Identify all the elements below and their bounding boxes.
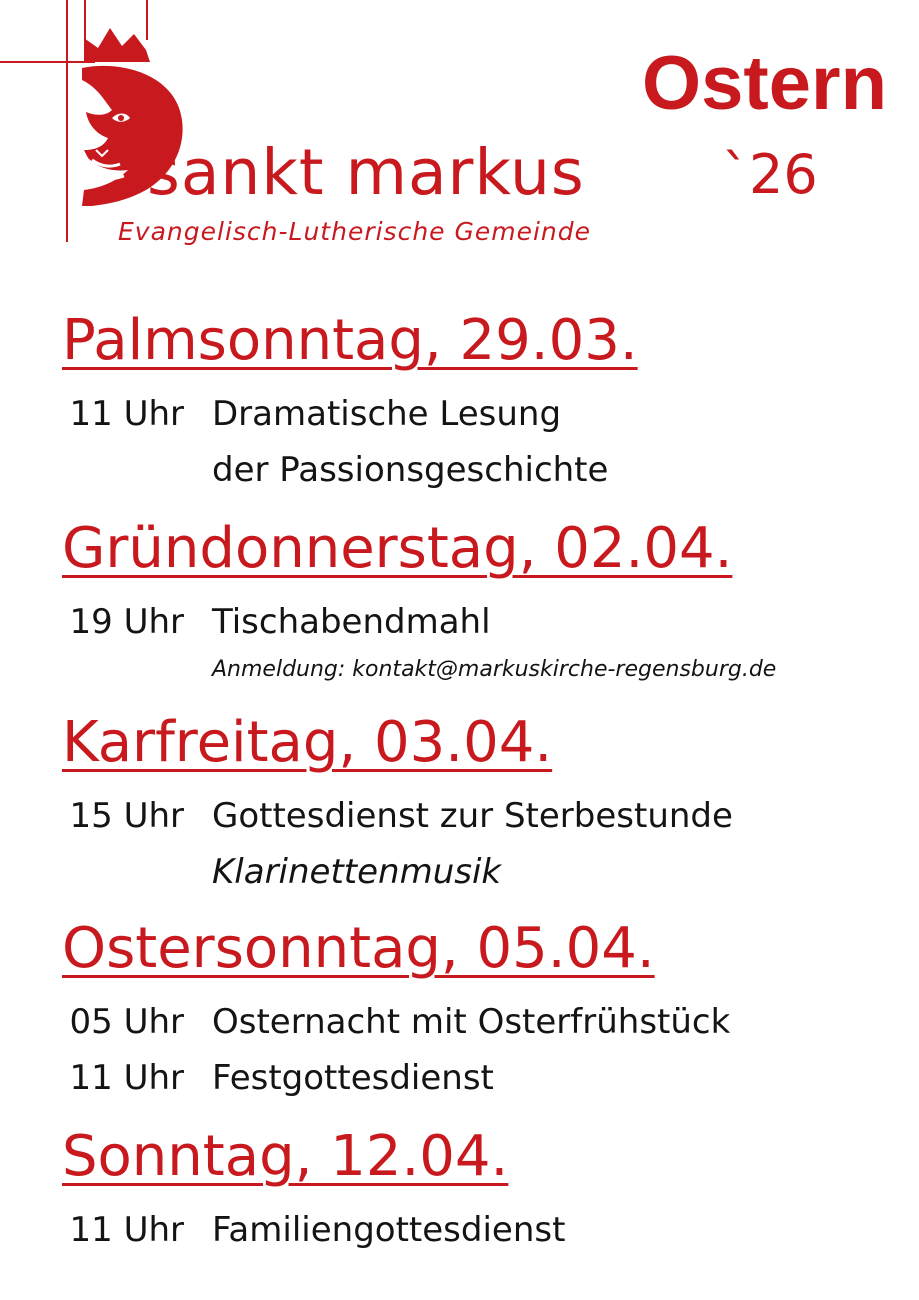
event-title: Familiengottesdienst xyxy=(212,1210,566,1250)
event-title-line2: der Passionsgeschichte xyxy=(212,450,609,490)
event-subtitle-row xyxy=(212,844,892,900)
season-title: Ostern xyxy=(642,41,887,126)
day-heading: Gründonnerstag, 02.04. xyxy=(62,516,733,581)
event-time: 11 Uhr xyxy=(69,1058,184,1098)
event-title: Osternacht mit Osterfrühstück xyxy=(212,1002,731,1042)
day-heading: Ostersonntag, 05.04. xyxy=(62,916,655,981)
registration-note: Anmeldung: kontakt@markuskirche-regensburg.de xyxy=(212,657,777,682)
day-sonntag xyxy=(62,1124,892,1258)
day-heading: Sonntag, 12.04. xyxy=(62,1124,509,1189)
day-palmsonntag xyxy=(62,308,892,498)
event-row xyxy=(62,1050,892,1106)
season-year: `26 xyxy=(722,143,818,206)
event-row xyxy=(62,386,892,442)
event-time: 15 Uhr xyxy=(69,796,184,836)
day-heading: Palmsonntag, 29.03. xyxy=(62,308,638,373)
brand-subtitle: Evangelisch-Lutherische Gemeinde xyxy=(118,217,592,246)
event-title: Tischabendmahl xyxy=(212,602,491,642)
event-time: 11 Uhr xyxy=(69,1210,184,1250)
event-row xyxy=(62,594,892,650)
event-note-row xyxy=(212,650,892,690)
event-title-continued xyxy=(212,442,892,498)
event-row xyxy=(62,1202,892,1258)
brand-name: sankt markus xyxy=(147,136,585,209)
day-ostersonntag xyxy=(62,916,892,1106)
day-gruendonnerstag xyxy=(62,516,892,690)
event-title: Festgottesdienst xyxy=(212,1058,494,1098)
event-row xyxy=(62,788,892,844)
day-karfreitag xyxy=(62,710,892,900)
event-subtitle: Klarinettenmusik xyxy=(212,852,502,892)
event-title: Dramatische Lesung xyxy=(212,394,562,434)
event-row xyxy=(62,994,892,1050)
event-title: Gottesdienst zur Sterbestunde xyxy=(212,796,733,836)
event-time: 05 Uhr xyxy=(69,1002,184,1042)
event-time: 19 Uhr xyxy=(69,602,184,642)
day-heading: Karfreitag, 03.04. xyxy=(62,710,553,775)
event-time: 11 Uhr xyxy=(69,394,184,434)
